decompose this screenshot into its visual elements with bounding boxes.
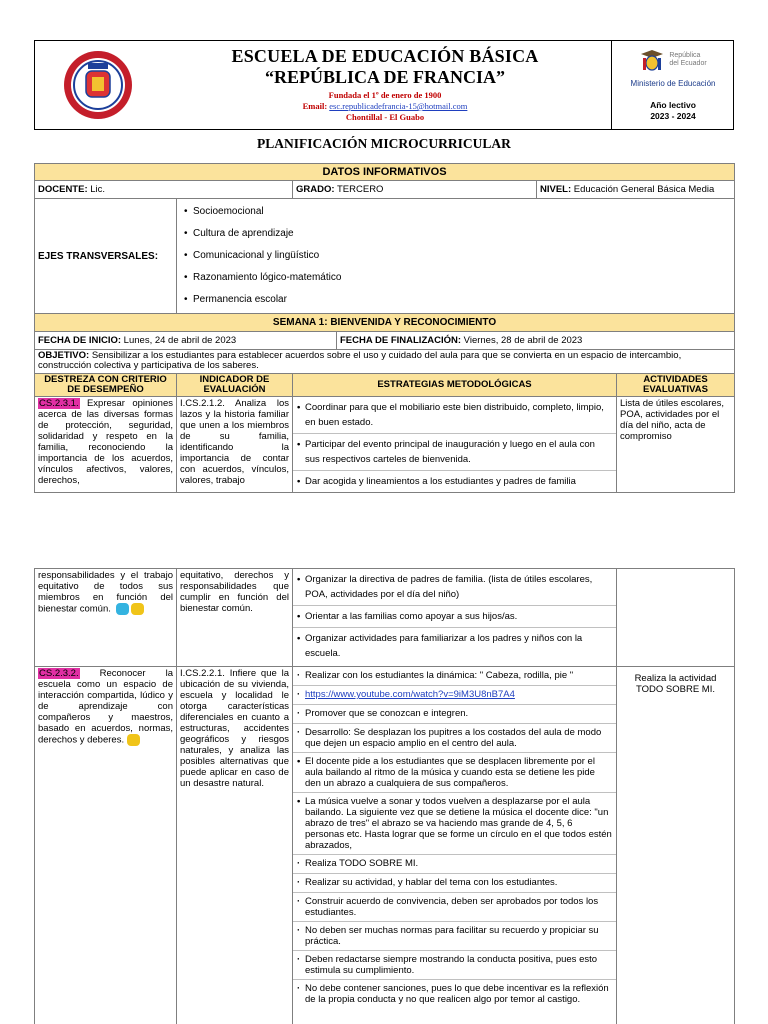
socioemocional-badge-icon xyxy=(127,734,140,746)
document-header xyxy=(34,40,734,130)
eje-item: • Cultura de aprendizaje xyxy=(181,223,730,245)
destreza-code: CS.2.3.1. xyxy=(39,398,79,409)
estrategia-item: · Realizar su actividad, y hablar del tema con los estudiantes. xyxy=(293,874,616,893)
estrategia-item: · No debe contener sanciones, pues lo que debe incentivar es la reflexión de la propia conducta y no que realicen algo por temor al castigo. xyxy=(293,980,616,1008)
fecha-fin-label: FECHA DE FINALIZACIÓN: xyxy=(340,335,462,346)
estrategia-item: · Construir acuerdo de convivencia, deben ser aprobados por todos los estudiantes. xyxy=(293,893,616,922)
fecha-fin-value: Viernes, 28 de abril de 2023 xyxy=(461,335,583,346)
estrategia-item: · Desarrollo: Se desplazan los pupitres a los costados del aula de modo que dejen un espacio amplio en el centro del aula. xyxy=(293,724,616,753)
destreza-text-cont: responsabilidades y el trabajo equitativo de todos sus miembros en función del bienestar común. xyxy=(38,570,173,615)
republica-text xyxy=(669,52,706,68)
datos-heading: DATOS INFORMATIVOS xyxy=(35,164,735,181)
planning-table xyxy=(34,163,735,493)
nivel-value: Educación General Básica Media xyxy=(571,184,715,195)
location-text: Chontillal - El Guabo xyxy=(345,112,425,122)
eje-item: • Comunicacional y lingüístico xyxy=(181,245,730,267)
school-seal-icon xyxy=(50,49,178,121)
ministry-name: Ministerio de Educación xyxy=(630,79,716,88)
docente-value: Lic. xyxy=(87,184,106,195)
ministry-block xyxy=(612,47,734,122)
nivel-cell xyxy=(537,181,735,199)
school-name-line2: “REPÚBLICA DE FRANCIA” xyxy=(264,67,506,87)
grado-label: GRADO: xyxy=(296,184,335,195)
destreza-cell-2 xyxy=(35,667,177,1024)
estrategia-item: • El docente pide a los estudiantes que se desplacen libremente por el aula bailando al ritmo de la música y cuando esta se detiene les pide den un abrazo a cualquiera de sus compañeros. xyxy=(293,753,616,793)
objetivo-label: OBJETIVO: xyxy=(38,350,90,361)
youtube-link[interactable]: https://www.youtube.com/watch?v=9iM3U8nB7A4 xyxy=(305,689,515,700)
eje-item: • Razonamiento lógico-matemático xyxy=(181,267,730,289)
indicador-cell: I.CS.2.1.2. Analiza los lazos y la historia familiar que unen a los miembros de su familia, identificando la importancia de contar con acuerdos, vínculos, valores, trabajo xyxy=(177,397,293,493)
estrategia-item: • Organizar actividades para familiarizar a los padres y niños con la escuela. xyxy=(293,628,616,664)
socioemocional-badge-icon xyxy=(131,603,144,615)
estrategia-item: • La música vuelve a sonar y todos vuelven a desplazarse por el aula bailando. La siguiente vez que se detiene la música el docente dice: "un abrazo de tres" el abrazo se va haciendo mas grande de 4, 5, 6 personas etc. Hasta lograr que se forme un círculo en el que todos estén abrazados, xyxy=(293,793,616,855)
ejes-label: EJES TRANSVERSALES: xyxy=(35,199,177,314)
estrategia-item: · Deben redactarse siempre mostrando la conducta positiva, pues esto estimula su cumplimiento. xyxy=(293,951,616,980)
estrategia-item: • Dar acogida y lineamientos a los estudiantes y padres de familia xyxy=(293,471,616,492)
indicador-cell-cont: equitativo, derechos y responsabilidades que cumplir en función del bienestar común. xyxy=(177,569,293,667)
estrategias-cell-cont xyxy=(293,569,617,667)
estrategia-item: • Coordinar para que el mobiliario este bien distribuido, completo, limpio, en buen estado. xyxy=(293,397,616,434)
destreza-cell xyxy=(35,397,177,493)
estrategia-item: • Organizar la directiva de padres de familia. (lista de útiles escolares, POA, actividades por el día del niño) xyxy=(293,569,616,606)
email-line xyxy=(185,101,585,112)
estrategia-item: · Promover que se conozcan e integren. xyxy=(293,705,616,724)
founded-text: Fundada el 1º de enero de 1900 xyxy=(328,90,442,100)
estrategia-item: • Participar del evento principal de inauguración y luego en el aula con sus respectivos carteles de bienvenida. xyxy=(293,434,616,471)
destreza-code-2: CS.2.3.2. xyxy=(39,668,79,679)
indicador-cell-2: I.CS.2.2.1. Infiere que la ubicación de su vivienda, escuela y localidad le otorga características diferenciales en cuanto a estructuras, accidentes geográficos y riesgos naturales, y analiza las posibles alternativas que puede aplicar en caso de un desastre natural. xyxy=(177,667,293,1024)
col-actividades: ACTIVIDADES EVALUATIVAS xyxy=(617,374,735,397)
actividades-cell: Lista de útiles escolares, POA, actividades por el día del niño, acta de compromiso xyxy=(617,397,735,493)
actividades-cell-2: Realiza la actividad TODO SOBRE MI. xyxy=(617,667,735,1024)
eje-item: • Socioemocional xyxy=(181,201,730,223)
estrategia-item: · No deben ser muchas normas para facilitar su recuerdo y propiciar su práctica. xyxy=(293,922,616,951)
ecuador-logo xyxy=(639,47,706,73)
destreza-text: Expresar opiniones acerca de las diversas formas de protección, seguridad, solidaridad y respeto en la familia, reconociendo la importancia de los acuerdos, vínculos afectivos, valores, derechos, xyxy=(38,398,173,486)
nivel-label: NIVEL: xyxy=(540,184,572,195)
fecha-inicio-label: FECHA DE INICIO: xyxy=(38,335,122,346)
ejes-list-cell xyxy=(177,199,735,314)
col-estrategias: ESTRATEGIAS METODOLÓGICAS xyxy=(293,374,617,397)
docente-cell xyxy=(35,181,293,199)
fecha-inicio-cell xyxy=(35,332,337,350)
estrategia-item: · Realizar con los estudiantes la dinámica: " Cabeza, rodilla, pie " xyxy=(293,667,616,686)
school-year-label: Año lectivo xyxy=(650,100,696,110)
school-name-block xyxy=(185,45,585,123)
estrategias-cell-2 xyxy=(293,667,617,1024)
email-label: Email: xyxy=(302,101,328,111)
grado-value: TERCERO xyxy=(334,184,384,195)
republica-line2: del Ecuador xyxy=(669,60,707,67)
destreza-cell-cont xyxy=(35,569,177,667)
school-name-line1: ESCUELA DE EDUCACIÓN BÁSICA xyxy=(231,46,539,66)
estrategias-cell xyxy=(293,397,617,493)
comunicacional-badge-icon xyxy=(116,603,129,615)
actividades-cell-cont xyxy=(617,569,735,667)
estrategia-item: • Orientar a las familias como apoyar a sus hijos/as. xyxy=(293,606,616,628)
objetivo-cell xyxy=(35,350,735,374)
ejes-list xyxy=(181,201,730,311)
fecha-inicio-value: Lunes, 24 de abril de 2023 xyxy=(121,335,237,346)
col-destreza: DESTREZA CON CRITERIO DE DESEMPEÑO xyxy=(35,374,177,397)
ecuador-coat-of-arms-icon xyxy=(639,48,665,72)
page-title: PLANIFICACIÓN MICROCURRICULAR xyxy=(257,136,511,151)
grado-cell xyxy=(293,181,537,199)
col-indicador: INDICADOR DE EVALUACIÓN xyxy=(177,374,293,397)
fecha-fin-cell xyxy=(337,332,735,350)
email-link[interactable]: esc.republicadefrancia-15@hotmail.com xyxy=(329,101,468,111)
school-year-value: 2023 - 2024 xyxy=(650,111,696,121)
planning-table-continued xyxy=(34,568,735,1024)
estrategia-item-link xyxy=(293,686,616,705)
eje-item: • Permanencia escolar xyxy=(181,289,730,311)
objetivo-value: Sensibilizar a los estudiantes para establecer acuerdos sobre el uso y cuidado del aula para que se convierta en un espacio de intercambio, construcción colectiva y participativa de los saberes. xyxy=(38,350,682,371)
estrategia-item: · Realiza TODO SOBRE MI. xyxy=(293,855,616,874)
semana-heading: SEMANA 1: BIENVENIDA Y RECONOCIMIENTO xyxy=(35,314,735,332)
docente-label: DOCENTE: xyxy=(38,184,88,195)
republica-line1: República xyxy=(669,52,701,59)
destreza-text-2: Reconocer la escuela como un espacio de interacción compartida, lúdico y de aprendizaje con compañeros y maestros, basado en acuerdos, normas, derechos y deberes. xyxy=(38,668,173,746)
